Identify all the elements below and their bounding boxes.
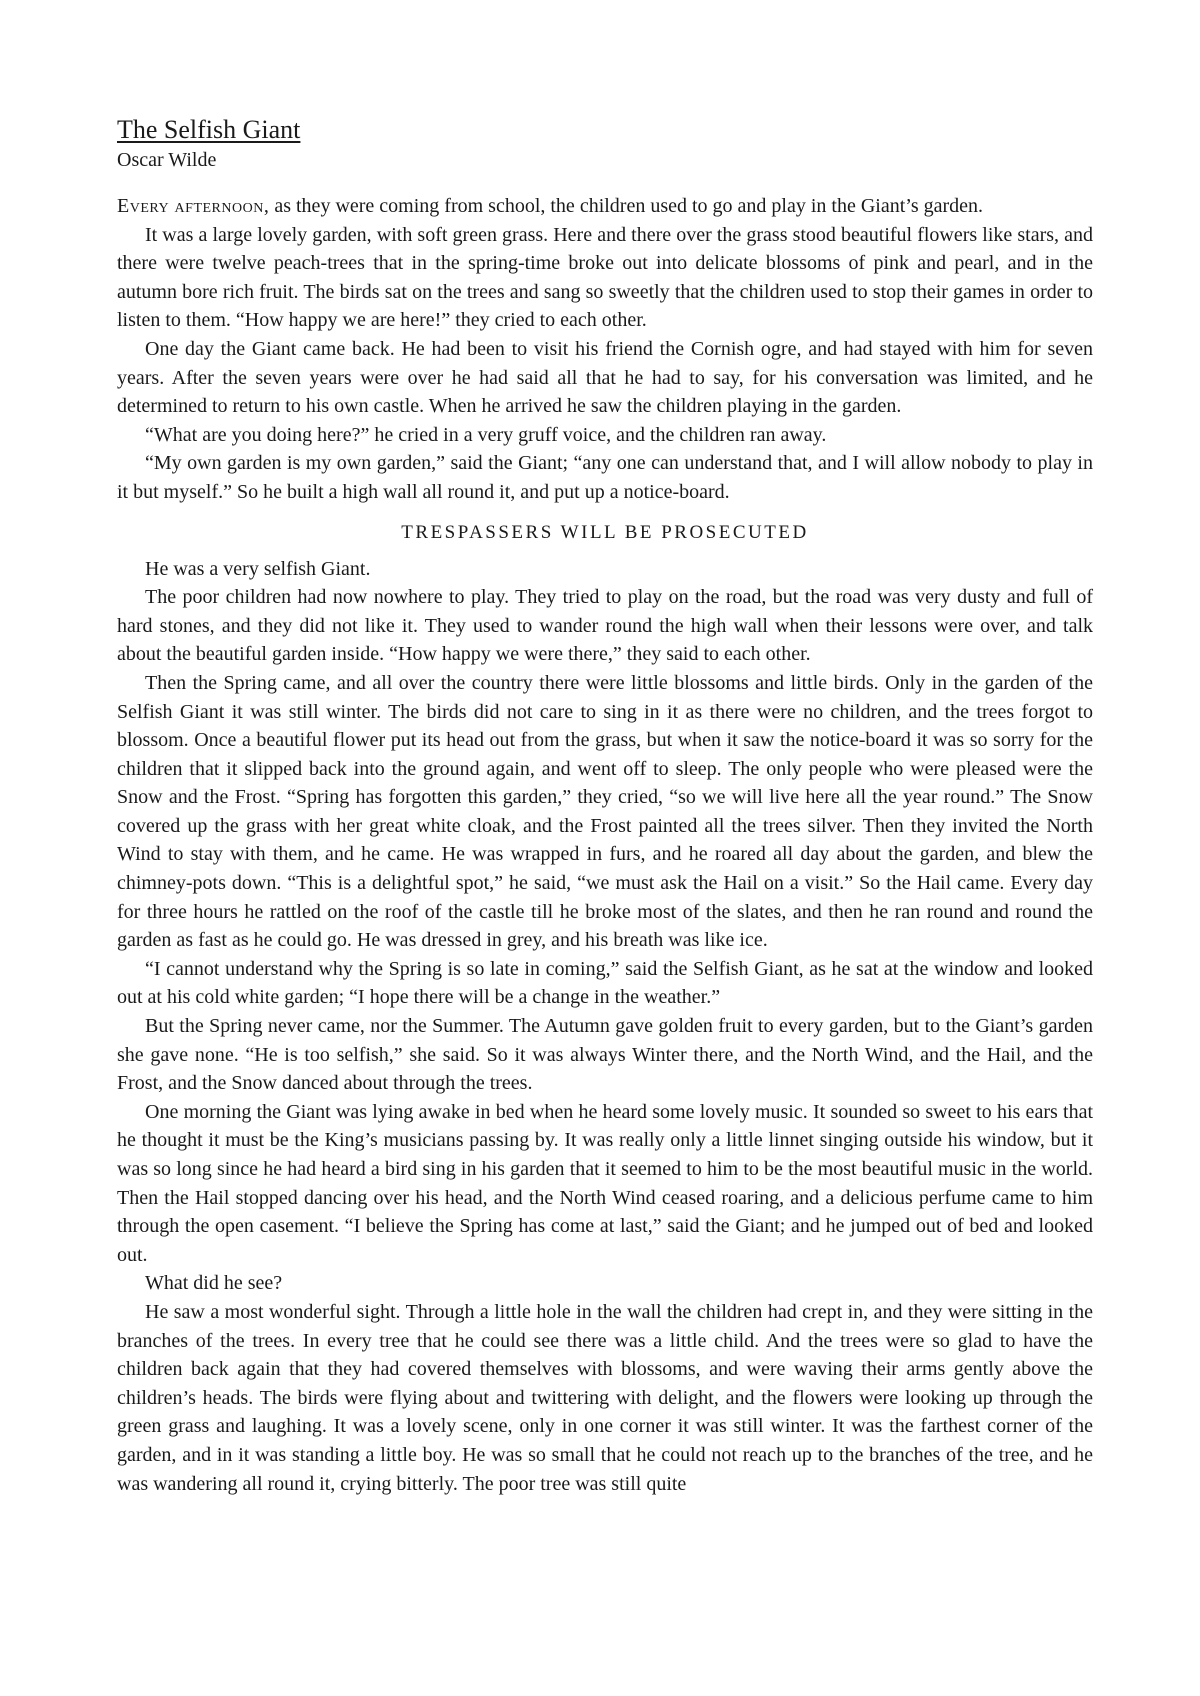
paragraph: It was a large lovely garden, with soft green grass. Here and there over the grass stood beautiful flowers like stars, and there were twelve peach-trees that in the spring-time broke out into delicate blossoms of pink and pearl, and in the autumn bore rich fruit. The birds sat on the trees and sang so sweetly that the children used to stop their games in order to listen to them. “How happy we are here!” they cried to each other. (117, 223, 1093, 332)
opening-lead-words: Every afternoon, (117, 195, 270, 217)
paragraph: But the Spring never came, nor the Summer. The Autumn gave golden fruit to every garden, but to the Giant’s garden she gave none. “He is too selfish,” she said. So it was always Winter there, and the North Wind, and the Hail, and the Frost, and the Snow danced about through the trees. (117, 1015, 1093, 1095)
author-name: Oscar Wilde (117, 149, 217, 171)
paragraph: The poor children had now nowhere to play. They tried to play on the road, but the road was very dusty and full of hard stones, and they did not like it. They used to wander round the high wall when their lessons were over, and talk about the beautiful garden inside. “How happy we were there,” they said to each other. (117, 586, 1093, 666)
paragraph: One day the Giant came back. He had been to visit his friend the Cornish ogre, and had stayed with him for seven years. After the seven years were over he had said all that he had to say, for his conversation was limited, and he determined to return to his own castle. When he arrived he saw the children playing in the garden. (117, 337, 1093, 418)
paragraph: What did he see? (145, 1272, 283, 1295)
paragraph: “My own garden is my own garden,” said the Giant; “any one can understand that, and I will allow nobody to play in it but myself.” So he built a high wall all round it, and put up a notice-board. (117, 452, 1093, 503)
paragraph: “I cannot understand why the Spring is so late in coming,” said the Selfish Giant, as he sat at the window and looked out at his cold white garden; “I hope there will be a change in the weather.” (117, 957, 1093, 1009)
paragraph: “What are you doing here?” he cried in a very gruff voice, and the children ran away. (145, 423, 827, 446)
opening-paragraph (117, 192, 1093, 221)
paragraph: He saw a most wonderful sight. Through a little hole in the wall the children had crept in, and they were sitting in the branches of the trees. In every tree that he could see there was a little child. And the trees were so glad to have the children back again that they had covered themselves with blossoms, and were waving their arms gently above the children’s heads. The birds were flying about and twittering with delight, and the flowers were looking up through the green grass and laughing. It was a lovely scene, only in one corner it was still winter. It was the farthest corner of the garden, and in it was standing a little boy. He was so small that he could not reach up to the branches of the tree, and he was wandering all round it, crying bitterly. The poor tree was still quite (117, 1300, 1093, 1495)
opening-text: as they were coming from school, the children used to go and play in the Giant’s garden. (269, 195, 984, 217)
page-title: The Selfish Giant (117, 115, 301, 144)
paragraph: Then the Spring came, and all over the country there were little blossoms and little birds. Only in the garden of the Selfish Giant it was still winter. The birds did not care to sing in it as there were no children, and the trees forgot to blossom. Once a beautiful flower put its head out from the grass, but when it saw the notice-board it was so sorry for the children that it slipped back into the ground again, and went off to sleep. The only people who were pleased were the Snow and the Frost. “Spring has forgotten this garden,” they cried, “so we will live here all the year round.” The Snow covered up the grass with her great white cloak, and the Frost painted all the trees silver. Then they invited the North Wind to stay with them, and he came. He was wrapped in furs, and he roared all day about the garden, and blew the chimney-pots down. “This is a delightful spot,” he said, “we must ask the Hail on a visit.” So the Hail came. Every day for three hours he rattled on the roof of the castle till he broke most of the slates, and then he ran round and round the garden as fast as he could go. He was dressed in grey, and his breath was like ice. (117, 671, 1093, 952)
notice-board-text: TRESPASSERS WILL BE PROSECUTED (401, 521, 809, 543)
document-page (117, 114, 1093, 1498)
paragraph: He was a very selfish Giant. (145, 557, 371, 580)
paragraph: One morning the Giant was lying awake in bed when he heard some lovely music. It sounded so sweet to his ears that he thought it must be the King’s musicians passing by. It was really only a little linnet singing outside his window, but it was so long since he had heard a bird sing in his garden that it seemed to him to be the most beautiful music in the world. Then the Hail stopped dancing over his head, and the North Wind ceased roaring, and a delicious perfume came to him through the open casement. “I believe the Spring has come at last,” said the Giant; and he jumped out of bed and looked out. (117, 1100, 1093, 1266)
